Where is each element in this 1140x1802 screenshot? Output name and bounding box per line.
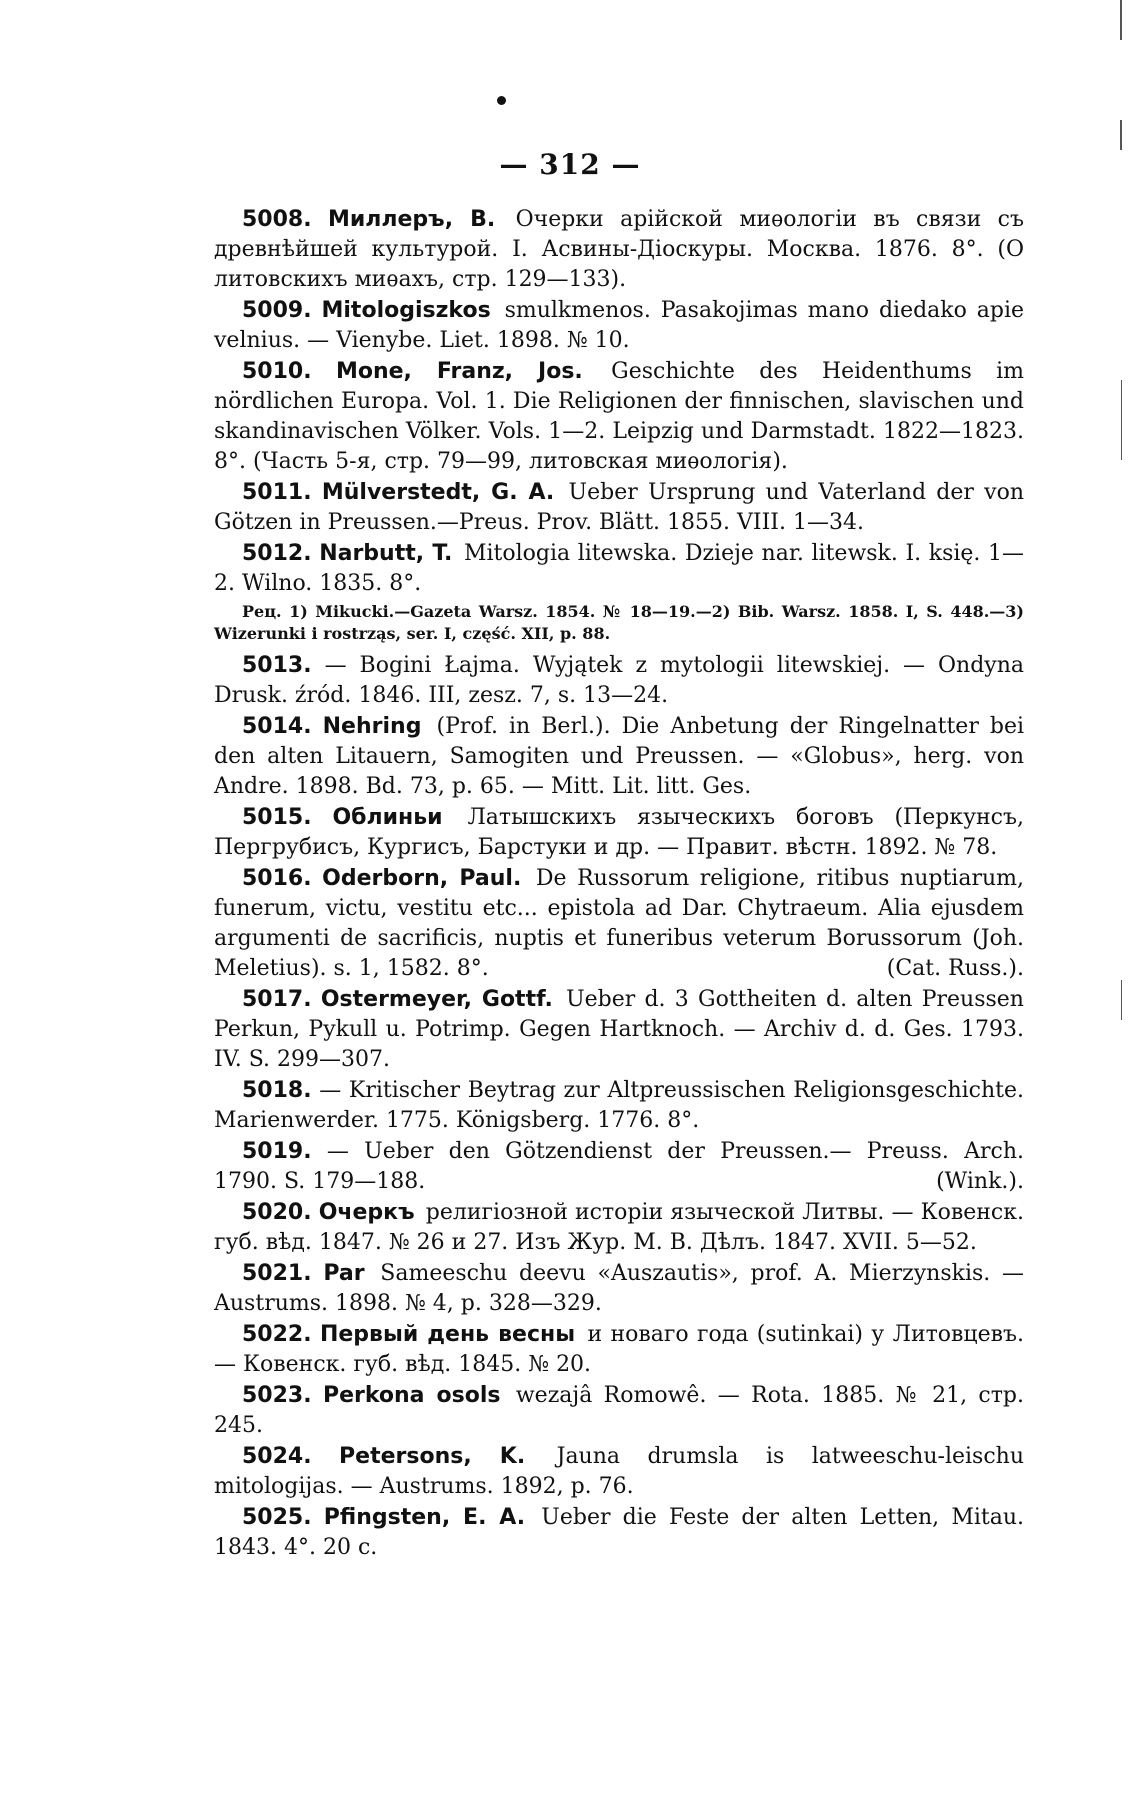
entry-text: (Prof. in Berl.). Die Anbetung der Ringelnatter bei den alten Litauern, Samogiten und Preussen. — «Globus», herg. von Andre. 1898. Bd. 73, p. 65. — Mitt. Lit. litt. Ges. [214, 714, 1025, 799]
entry-number: 5025. [242, 1505, 312, 1530]
entry-text: Очерки арійской миѳологіи въ связи съ древнѣйшей культурой. I. Асвины-Діоскуры. Москва. 1876. 8°. (О литовскихъ миѳахъ, стр. 129—133). [214, 207, 1024, 292]
entry-text: — Ueber den Götzendienst der Preussen.— Preuss. Arch. 1790. S. 179—188. [214, 1139, 1024, 1194]
entry-text: Jauna drumsla is latweeschu-leischu mitologijas. — Austrums. 1892, p. 76. [214, 1444, 1024, 1499]
entry-author: Narbutt, T. [319, 541, 453, 566]
entry-5015 [214, 803, 1024, 863]
review-note: Рец. 1) Mikucki.—Gazeta Warsz. 1854. № 18—19.—2) Bib. Warsz. 1858. I, S. 448.—3) Wizerunki i rostrząs, ser. I, część. XII, p. 88. [214, 602, 1024, 643]
entry-number: 5015. [242, 805, 312, 830]
entry-text: wezajâ Romowê. — Rota. 1885. № 21, стр. 245. [214, 1383, 1024, 1438]
bibliography-list [214, 205, 1024, 1564]
entry-text: Ueber die Feste der alten Letten, Mitau. 1843. 4°. 20 c. [214, 1505, 1024, 1560]
entry-5021 [214, 1259, 1024, 1319]
source-tag: (Cat. Russ.). [886, 956, 1024, 981]
entry-text: Mitologia litewska. Dzieje nar. litewsk. I. księ. 1—2. Wilno. 1835. 8°. [214, 541, 1025, 596]
entry-5011 [214, 478, 1024, 538]
ink-dot [497, 96, 506, 105]
entry-5023 [214, 1381, 1024, 1441]
entry-author: Mülverstedt, G. A. [321, 480, 555, 505]
entry-5016 [214, 864, 1024, 984]
entry-5019 [214, 1137, 1024, 1197]
entry-5017 [214, 985, 1024, 1075]
page-edge-line [1120, 0, 1122, 40]
entry-5025 [214, 1503, 1024, 1563]
entry-number: 5020. [242, 1200, 312, 1225]
entry-author: Par [323, 1261, 365, 1286]
entry-number: 5010. [242, 359, 312, 384]
entry-5009 [214, 296, 1024, 356]
entry-text: — Kritischer Beytrag zur Altpreussischen Religionsgeschichte. Marienwerder. 1775. Königsberg. 1776. 8°. [214, 1078, 1024, 1133]
entry-number: 5017. [242, 987, 312, 1012]
entry-author: Pfingsten, E. A. [323, 1505, 526, 1530]
entry-5013 [214, 651, 1024, 711]
entry-5010 [214, 357, 1024, 477]
entry-number: 5009. [242, 298, 312, 323]
entry-number: 5014. [242, 714, 312, 739]
entry-author: Mone, Franz, Jos. [335, 359, 583, 384]
page-edge-line [1121, 980, 1122, 1020]
entry-number: 5023. [242, 1383, 312, 1408]
entry-author: Nehring [322, 714, 422, 739]
entry-text: и новаго года (sutinkai) у Литовцевъ. — Ковенск. губ. вѣд. 1845. № 20. [214, 1322, 1024, 1377]
entry-number: 5016. [242, 866, 312, 891]
entry-author: Ostermeyer, Gottf. [320, 987, 553, 1012]
source-tag: (Wink.). [936, 1169, 1024, 1194]
entry-text: Ueber Ursprung und Vaterland der von Götzen in Preussen.—Preus. Prov. Blätt. 1855. VIII. 1—34. [214, 480, 1025, 535]
entry-number: 5012. [242, 541, 312, 566]
entry-5020 [214, 1198, 1024, 1258]
entry-number: 5013. [242, 653, 312, 678]
entry-number: 5019. [242, 1139, 312, 1164]
entry-text: — Bogini Łajma. Wyjątek z mytologii litewskiej. — Ondyna Drusk. źród. 1846. III, zesz. 7, s. 13—24. [214, 653, 1024, 708]
entry-author: Миллеръ, В. [327, 207, 496, 232]
entry-5014 [214, 712, 1024, 802]
entry-text: Ueber d. 3 Gottheiten d. alten Preussen Perkun, Pykull u. Potrimp. Gegen Hartknoch. — Archiv d. d. Ges. 1793. IV. S. 299—307. [214, 987, 1024, 1072]
entry-number: 5011. [242, 480, 312, 505]
entry-text: Sameeschu deevu «Auszautis», prof. A. Mierzynskis. — Austrums. 1898. № 4, p. 328—329. [214, 1261, 1025, 1316]
entry-5018 [214, 1076, 1024, 1136]
entry-text: Латышскихъ языческихъ боговъ (Перкунсъ, Пергрубисъ, Кургисъ, Барстуки и др. — Правит. вѣстн. 1892. № 78. [214, 805, 1024, 860]
page-number: — 312 — [499, 148, 641, 181]
entry-5024 [214, 1442, 1024, 1502]
entry-text: Geschichte des Heidenthums im nördlichen Europa. Vol. 1. Die Religionen der finnischen, slavischen und skandinavischen Völker. Vols. 1—2. Leipzig und Darmstadt. 1822—1823. 8°. (Часть 5-я, стр. 79—99, литовская миѳологія). [214, 359, 1025, 474]
entry-author: Petersons, K. [339, 1444, 526, 1469]
page-edge-line [1121, 380, 1122, 460]
entry-text: религіозной исторіи языческой Литвы. — Ковенск. губ. вѣд. 1847. № 26 и 27. Изъ Жур. М. В. Дѣлъ. 1847. XVII. 5—52. [214, 1200, 1024, 1255]
entry-number: 5008. [242, 207, 312, 232]
entry-5008 [214, 205, 1024, 295]
entry-5012 [214, 539, 1024, 599]
entry-author: Первый день весны [319, 1322, 576, 1347]
entry-number: 5018. [242, 1078, 312, 1103]
entry-5022 [214, 1320, 1024, 1380]
entry-author: Oderborn, Paul. [322, 866, 522, 891]
page-edge-line [1120, 120, 1122, 150]
entry-author: Облиньи [332, 805, 443, 830]
entry-text: smulkmenos. Pasakojimas mano diedako apie velnius. — Vienybe. Liet. 1898. № 10. [214, 298, 1025, 353]
entry-author: Perkona osols [322, 1383, 501, 1408]
entry-author: Mitologiszkos [321, 298, 491, 323]
entry-number: 5022. [242, 1322, 312, 1347]
entry-author: Очеркъ [318, 1200, 415, 1225]
entry-number: 5021. [242, 1261, 312, 1286]
entry-text: De Russorum religione, ritibus nuptiarum, funerum, victu, vestitu etc... epistola ad Dar. Chytraeum. Alia ejusdem argumenti de sacrificis, nuptis et funeribus veterum Borussorum (Joh. Meletius). s. 1, 1582. 8°. [214, 866, 1024, 981]
entry-number: 5024. [242, 1444, 312, 1469]
